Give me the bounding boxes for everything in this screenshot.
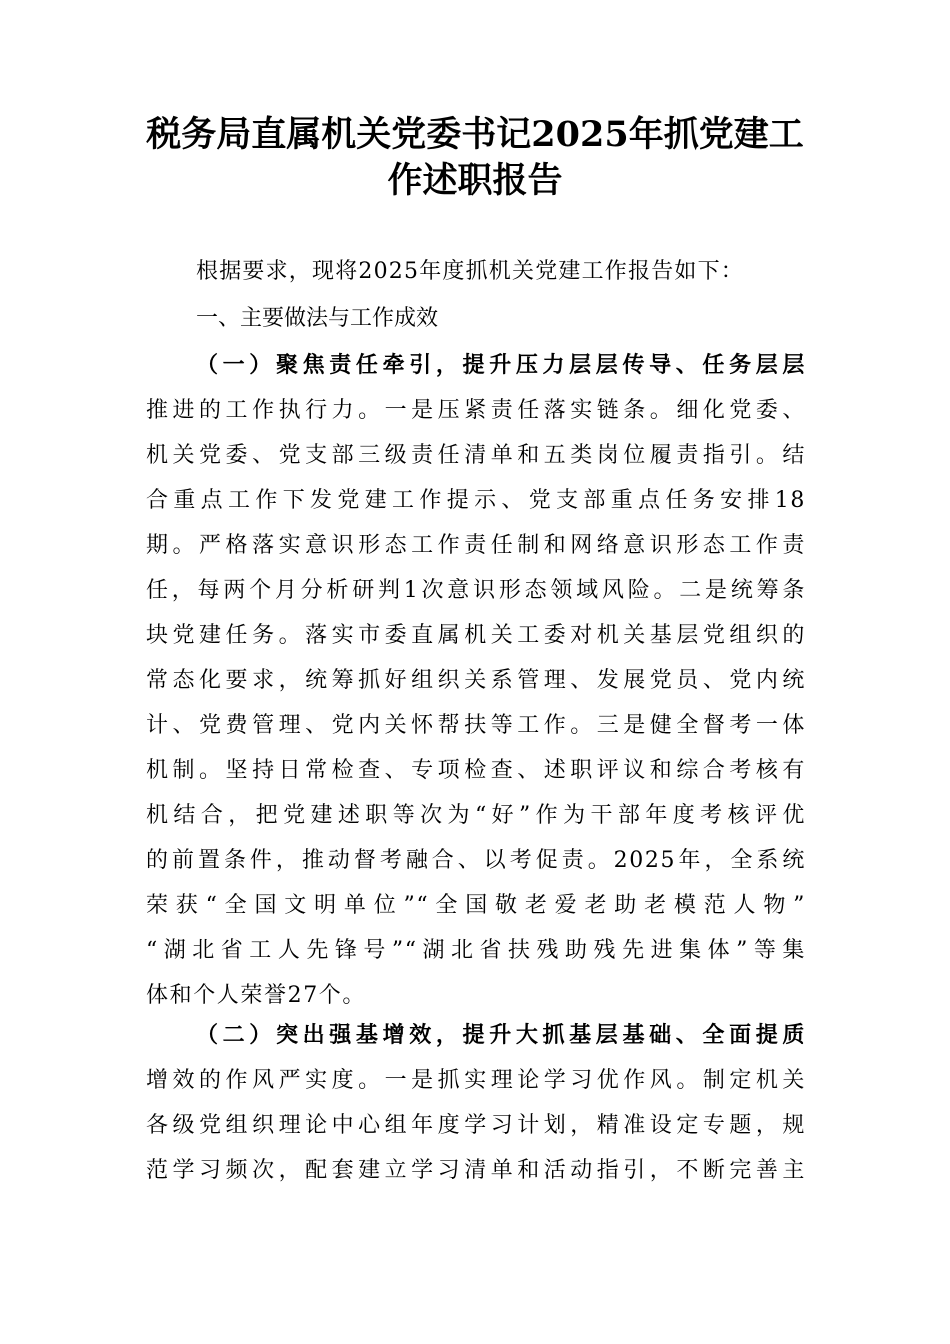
paragraph-1-line: 机关党委、党支部三级责任清单和五类岗位履责指引。结 bbox=[146, 443, 806, 468]
paragraph-1-line: “湖北省工人先锋号”“湖北省扶残助残先进集体”等集 bbox=[146, 938, 806, 963]
paragraph-1-line: 期。严格落实意识形态工作责任制和网络意识形态工作责 bbox=[146, 533, 806, 558]
paragraph-1-line: 体和个人荣誉27个。 bbox=[146, 983, 366, 1008]
intro-paragraph: 根据要求，现将2025年度抓机关党建工作报告如下： bbox=[196, 259, 744, 284]
paragraph-2-line: 各级党组织理论中心组年度学习计划，精准设定专题，规 bbox=[146, 1113, 806, 1138]
paragraph-1-line: 块党建任务。落实市委直属机关工委对机关基层党组织的 bbox=[146, 623, 806, 648]
document-title bbox=[140, 112, 810, 204]
paragraph-2-line: 增效的作风严实度。一是抓实理论学习优作风。制定机关 bbox=[146, 1068, 806, 1093]
paragraph-1-line: 的前置条件，推动督考融合、以考促责。2025年，全系统 bbox=[146, 848, 806, 873]
paragraph-1-line: 合重点工作下发党建工作提示、党支部重点任务安排18 bbox=[146, 488, 806, 513]
paragraph-1-line: 计、党费管理、党内关怀帮扶等工作。三是健全督考一体 bbox=[146, 713, 806, 738]
paragraph-1-line: 推进的工作执行力。一是压紧责任落实链条。细化党委、 bbox=[146, 398, 806, 423]
paragraph-2-line: （二）突出强基增效，提升大抓基层基础、全面提质 bbox=[196, 1022, 806, 1048]
title-line-1: 税务局直属机关党委书记2025年抓党建工 bbox=[146, 114, 804, 155]
paragraph-1-line: 荣获“全国文明单位”“全国敬老爱老助老模范人物” bbox=[146, 893, 806, 918]
paragraph-1-line: 机制。坚持日常检查、专项检查、述职评议和综合考核有 bbox=[146, 758, 806, 783]
paragraph-1-line: （一）聚焦责任牵引，提升压力层层传导、任务层层 bbox=[196, 352, 806, 378]
paragraph-1 bbox=[146, 343, 806, 1018]
paragraph-1-line: 常态化要求，统筹抓好组织关系管理、发展党员、党内统 bbox=[146, 668, 806, 693]
paragraph-2 bbox=[146, 1013, 806, 1193]
section-heading: 一、主要做法与工作成效 bbox=[196, 306, 439, 331]
title-line-2: 作述职报告 bbox=[387, 160, 563, 201]
paragraph-2-line: 范学习频次，配套建立学习清单和活动指引，不断完善主 bbox=[146, 1158, 806, 1183]
paragraph-1-line: 机结合，把党建述职等次为“好”作为干部年度考核评优 bbox=[146, 803, 806, 828]
paragraph-1-line: 任，每两个月分析研判1次意识形态领域风险。二是统筹条 bbox=[146, 578, 806, 603]
